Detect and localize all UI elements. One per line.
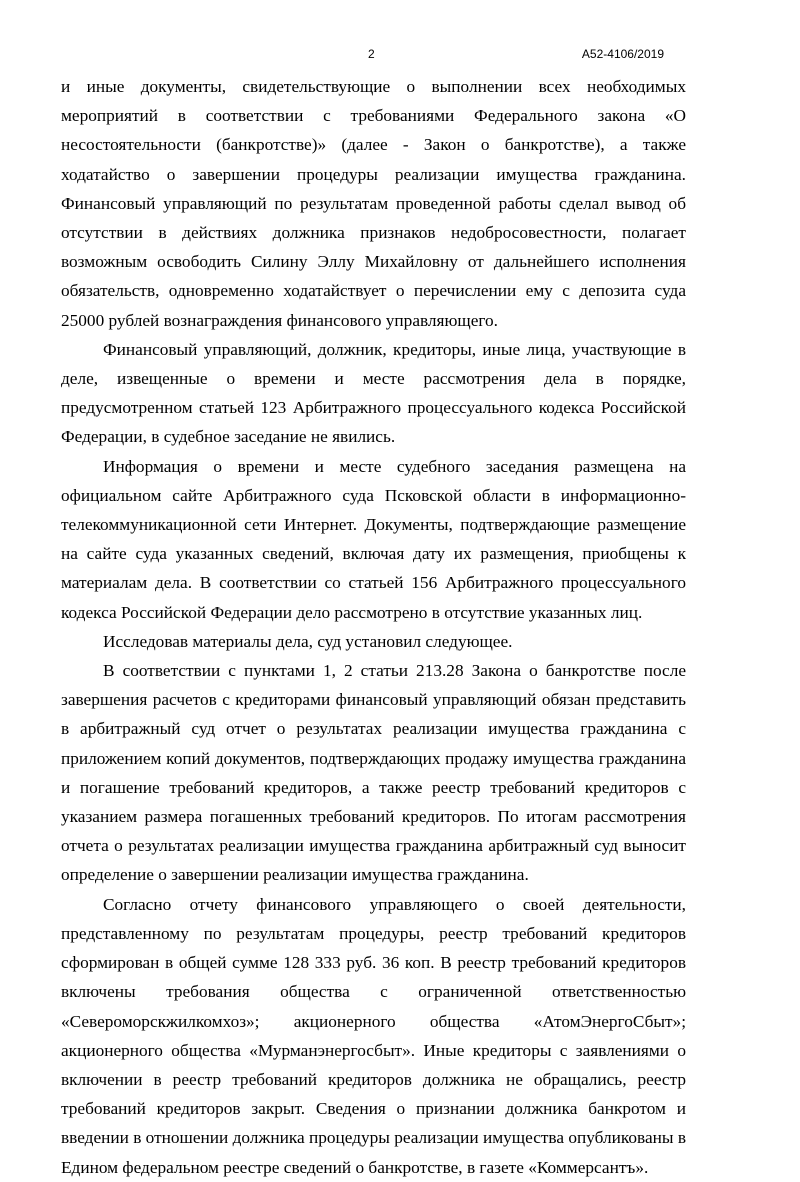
paragraph-legal-basis: В соответствии с пунктами 1, 2 статьи 213.28 Закона о банкротстве после завершения расчетов с кредиторами финансовый управляющий обязан представить в арбитражный суд отчет о результатах реализации имущества гражданина с приложением копий документов, подтверждающих продажу имущества гражданина и погашение требований кредиторов, а также реестр требований кредиторов с указанием размера погашенных требований кредиторов. По итогам рассмотрения отчета о результатах реализации имущества гражданина арбитражный суд выносит определение о завершении реализации имущества гражданина. <box>61 661 686 885</box>
document-body <box>61 72 686 1182</box>
paragraph-continuation: и иные документы, свидетельствующие о выполнении всех необходимых мероприятий в соответствии с требованиями Федерального закона «О несостоятельности (банкротстве)» (далее - Закон о банкротстве), а также ходатайство о завершении процедуры реализации имущества гражданина. Финансовый управляющий по результатам проведенной работы сделал вывод об отсутствии в действиях должника признаков недобросовестности, полагает возможным освободить Силину Эллу Михайловну от дальнейшего исполнения обязательств, одновременно ходатайствует о перечислении ему с депозита суда 25000 рублей вознаграждения финансового управляющего. <box>61 77 686 330</box>
page-number: 2 <box>368 47 375 61</box>
paragraph-court-findings-intro: Исследовав материалы дела, суд установил следующее. <box>103 631 513 651</box>
paragraph-creditors-register: Согласно отчету финансового управляющего о своей деятельности, представленному по результатам процедуры, реестр требований кредиторов сформирован в общей сумме 128 333 руб. 36 коп. В реестр требований кредиторов включены требования общества с ограниченной ответственностью «Североморскжилкомхоз»; акционерного общества «АтомЭнергоСбыт»; акционерного общества «Мурманэнергосбыт». Иные кредиторы с заявлениями о включении в реестр требований кредиторов должника не обращались, реестр требований кредиторов закрыт. Сведения о признании должника банкротом и введении в отношении должника процедуры реализации имущества опубликованы в Едином федеральном реестре сведений о банкротстве, в газете «Коммерсантъ». <box>61 894 686 1177</box>
case-number: А52-4106/2019 <box>581 47 664 61</box>
paragraph-participants-absent: Финансовый управляющий, должник, кредиторы, иные лица, участвующие в деле, извещенные о времени и месте рассмотрения дела в порядке, предусмотренном статьей 123 Арбитражного процессуального кодекса Российской Федерации, в судебное заседание не явились. <box>61 339 686 447</box>
paragraph-hearing-information: Информация о времени и месте судебного заседания размещена на официальном сайте Арбитражного суда Псковской области в информационно-телекоммуникационной сети Интернет. Документы, подтверждающие размещение на сайте суда указанных сведений, включая дату их размещения, приобщены к материалам дела. В соответствии со статьей 156 Арбитражного процессуального кодекса Российской Федерации дело рассмотрено в отсутствие указанных лиц. <box>61 456 686 622</box>
